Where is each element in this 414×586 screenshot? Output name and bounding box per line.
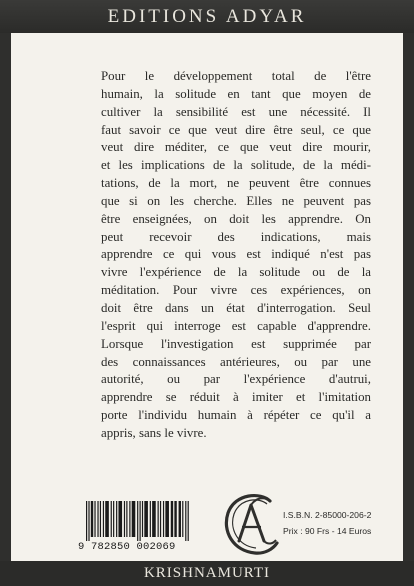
- ean-barcode-icon: [86, 501, 190, 541]
- barcode-bar: [152, 501, 156, 537]
- isbn-price-block: [283, 507, 403, 539]
- barcode-bar: [142, 501, 143, 537]
- blurb-line: faut savoir ce que veut dire être seul, ce que: [101, 122, 371, 137]
- author-name: KRISHNAMURTI: [143, 565, 271, 581]
- blurb-line: porte l'individu humain à répéter ce qu'il a: [101, 408, 371, 423]
- barcode: [78, 501, 198, 554]
- barcode-bar: [163, 501, 164, 537]
- blurb-line: méditation. Pour vivre ces expériences, on: [101, 283, 371, 298]
- barcode-bar: [174, 501, 176, 537]
- barcode-bar: [111, 501, 112, 537]
- barcode-bar: [118, 501, 122, 537]
- barcode-bar: [113, 501, 114, 537]
- barcode-bar: [150, 501, 151, 537]
- barcode-bar: [97, 501, 98, 537]
- blurb-line: veut dire méditer, ce que veut dire mourir,: [101, 140, 371, 155]
- barcode-bar: [100, 501, 101, 537]
- blurb-line: peut recevoir des indications, mais: [101, 229, 371, 244]
- barcode-bar: [137, 501, 138, 541]
- barcode-bar: [94, 501, 95, 537]
- barcode-bar: [179, 501, 181, 537]
- barcode-bar: [116, 501, 117, 537]
- barcode-bar: [160, 501, 161, 537]
- top-band: [0, 0, 414, 33]
- barcode-bar: [86, 501, 87, 541]
- barcode-bar: [91, 501, 93, 537]
- blurb-line: appris, sans le vivre.: [101, 425, 207, 440]
- barcode-bar: [105, 501, 109, 537]
- isbn: I.S.B.N. 2-85000-206-2: [283, 510, 372, 520]
- barcode-bar: [132, 501, 136, 537]
- barcode-bar: [165, 501, 169, 537]
- barcode-bar: [126, 501, 127, 537]
- barcode-bar: [144, 501, 148, 537]
- blurb-line: humain, la solitude en tant que moyen de: [101, 86, 371, 101]
- barcode-bar: [129, 501, 130, 537]
- adyar-emblem-icon: [221, 491, 281, 559]
- blurb-line: apprendre se réduit à imiter et l'imitation: [101, 390, 371, 405]
- blurb-line: tations, de la mort, ne peuvent être connues: [101, 176, 371, 191]
- barcode-bar: [88, 501, 89, 541]
- barcode-bar: [158, 501, 159, 537]
- blurb-line: être enseignées, on doit les apprendre. On: [101, 211, 371, 226]
- barcode-bar: [140, 501, 141, 541]
- blurb-line: vivre l'expérience de la solitude ou de la: [101, 265, 371, 280]
- barcode-bar: [185, 501, 186, 541]
- blurb-line: que si on les cherche. Elles ne peuvent pas: [101, 193, 371, 208]
- blurb-line: et les implications de la solitude, de la médi-: [101, 158, 371, 173]
- back-cover-blurb: [101, 68, 371, 443]
- barcode-bar: [188, 501, 189, 541]
- barcode-bar: [182, 501, 183, 537]
- blurb-line: doit être dans un état d'interrogation. Seul: [101, 300, 371, 315]
- blurb-line: autorité, ou par l'expérience d'autrui,: [101, 372, 371, 387]
- blurb-line: cultiver la sensibilité est une nécessité. Il: [101, 104, 371, 119]
- blurb-line: des connaissances antérieures, ou par une: [101, 354, 371, 369]
- blurb-line: Pour le développement total de l'être: [101, 69, 371, 83]
- barcode-bar: [171, 501, 173, 537]
- publisher-name: EDITIONS ADYAR: [107, 5, 307, 27]
- barcode-bar: [124, 501, 125, 537]
- barcode-bar: [103, 501, 104, 537]
- blurb-line: l'esprit qui interroge est capable d'apprendre.: [101, 318, 371, 333]
- barcode-digits: 9 782850 002069: [78, 541, 176, 553]
- blurb-line: apprendre ce qui vous est indiqué n'est pas: [101, 247, 371, 262]
- bottom-band: [0, 561, 414, 586]
- price: Prix : 90 Frs - 14 Euros: [283, 526, 372, 536]
- blurb-line: Lorsque l'investigation est supprimée par: [101, 336, 371, 351]
